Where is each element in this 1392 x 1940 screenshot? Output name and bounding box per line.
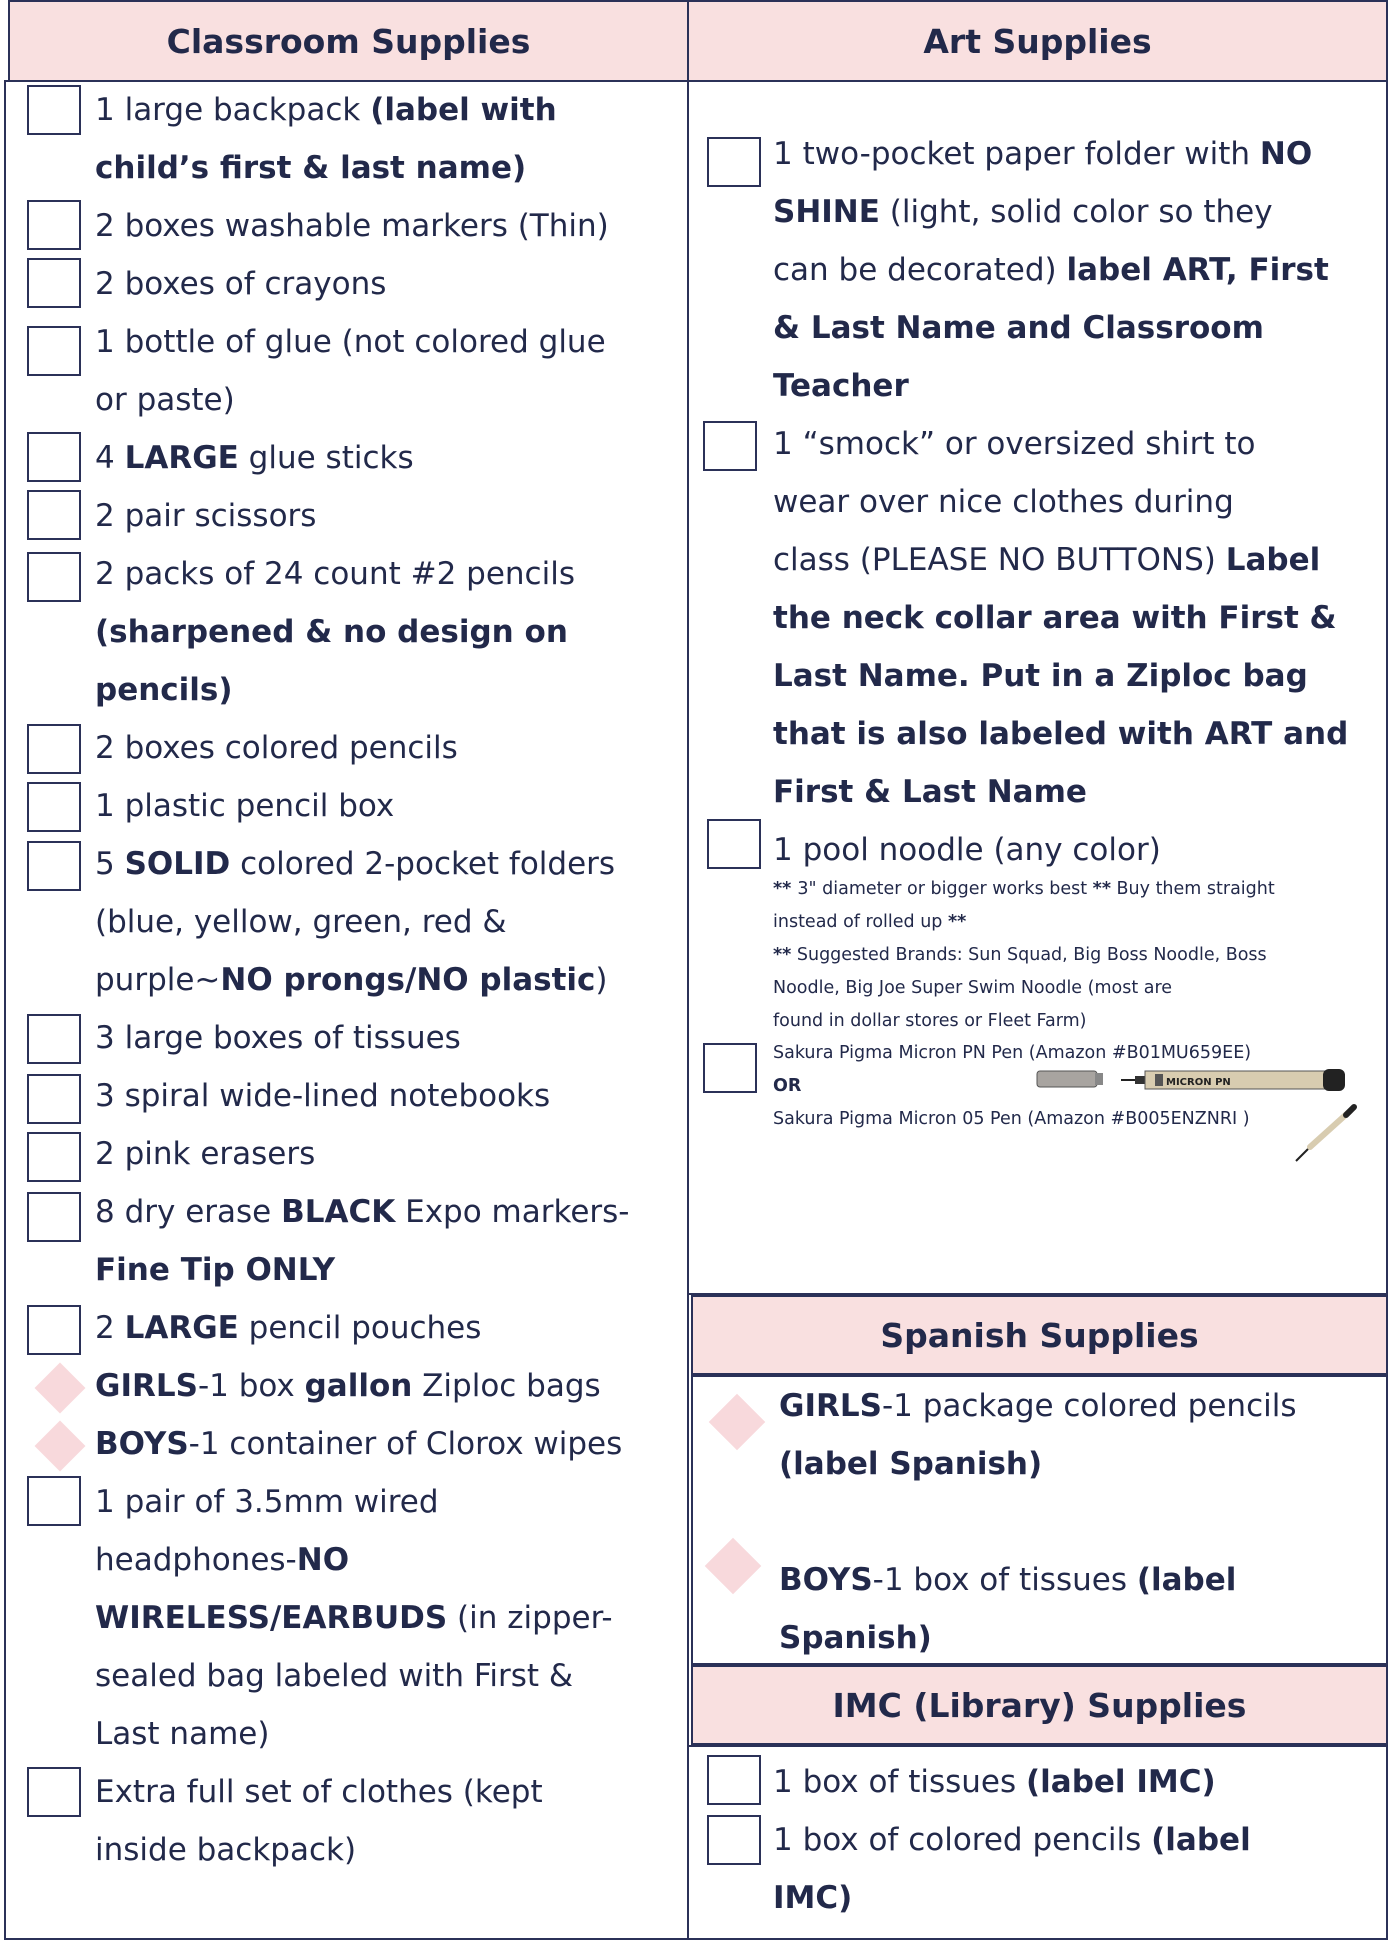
item-pencil-box: 1 plastic pencil box <box>95 788 395 824</box>
micron-05-pen-image <box>1290 1103 1360 1165</box>
item-headphones-cont2: WIRELESS/EARBUDS (in zipper- <box>95 1600 613 1636</box>
checkbox-backpack[interactable] <box>27 85 81 135</box>
spanish-supplies-title: Spanish Supplies <box>880 1315 1199 1355</box>
item-expo-markers-cont: Fine Tip ONLY <box>95 1252 336 1288</box>
pool-noodle-note-5: found in dollar stores or Fleet Farm) <box>773 1011 1087 1031</box>
item-spanish-girls-cont: (label Spanish) <box>779 1446 1043 1482</box>
item-headphones-cont3: sealed bag labeled with First & <box>95 1658 574 1694</box>
micron-pn-pen-image <box>1035 1065 1351 1095</box>
spanish-supplies-header <box>691 1295 1388 1375</box>
checkbox-expo-markers[interactable] <box>27 1192 81 1242</box>
checkbox-pool-noodle[interactable] <box>707 819 761 869</box>
item-glue: 1 bottle of glue (not colored glue <box>95 324 606 360</box>
item-colored-pencils: 2 boxes colored pencils <box>95 730 458 766</box>
item-smock-cont: wear over nice clothes during <box>773 484 1234 520</box>
item-expo-markers: 8 dry erase BLACK Expo markers- <box>95 1194 630 1230</box>
checkbox-pencils[interactable] <box>27 552 81 602</box>
checkbox-colored-pencils[interactable] <box>27 724 81 774</box>
checkbox-crayons[interactable] <box>27 258 81 308</box>
pool-noodle-note-4: Noodle, Big Joe Super Swim Noodle (most are <box>773 978 1173 998</box>
item-pool-noodle: 1 pool noodle (any color) <box>773 832 1161 868</box>
checkbox-smock[interactable] <box>703 421 757 471</box>
classroom-supplies-title: Classroom Supplies <box>166 21 531 61</box>
item-folders-cont2: purple~NO prongs/NO plastic) <box>95 962 608 998</box>
checkbox-tissues[interactable] <box>27 1014 81 1064</box>
art-supplies-header <box>687 0 1388 82</box>
item-smock-cont4: Last Name. Put in a Ziploc bag <box>773 658 1308 694</box>
imc-supplies-title: IMC (Library) Supplies <box>832 1685 1247 1725</box>
item-or-label: OR <box>773 1076 802 1096</box>
item-art-folder: 1 two-pocket paper folder with NO <box>773 136 1313 172</box>
art-supplies-title: Art Supplies <box>923 21 1152 61</box>
item-scissors: 2 pair scissors <box>95 498 317 534</box>
item-smock-cont2: class (PLEASE NO BUTTONS) Label <box>773 542 1321 578</box>
item-glue-sticks: 4 LARGE glue sticks <box>95 440 414 476</box>
pool-noodle-note-1: ** 3" diameter or bigger works best ** Buy them straight <box>773 879 1275 899</box>
checkbox-folders[interactable] <box>27 841 81 891</box>
item-pencils-cont: (sharpened & no design on <box>95 614 568 650</box>
pool-noodle-note-3: ** Suggested Brands: Sun Squad, Big Boss Noodle, Boss <box>773 945 1267 965</box>
item-smock-cont5: that is also labeled with ART and <box>773 716 1349 752</box>
item-glue-cont: or paste) <box>95 382 235 418</box>
item-girls-ziploc: GIRLS-1 box gallon Ziploc bags <box>95 1368 601 1404</box>
checkbox-headphones[interactable] <box>27 1476 81 1526</box>
item-folders-cont: (blue, yellow, green, red & <box>95 904 507 940</box>
item-notebooks: 3 spiral wide-lined notebooks <box>95 1078 551 1114</box>
item-erasers: 2 pink erasers <box>95 1136 316 1172</box>
item-smock-cont3: the neck collar area with First & <box>773 600 1337 636</box>
item-spanish-boys-cont: Spanish) <box>779 1620 932 1656</box>
checkbox-clothes[interactable] <box>27 1767 81 1817</box>
item-imc-colored-pencils-cont: IMC) <box>773 1880 853 1916</box>
item-folders: 5 SOLID colored 2-pocket folders <box>95 846 616 882</box>
checkbox-erasers[interactable] <box>27 1132 81 1182</box>
item-art-folder-cont2: can be decorated) label ART, First <box>773 252 1329 288</box>
imc-supplies-header <box>691 1665 1388 1745</box>
item-pencils: 2 packs of 24 count #2 pencils <box>95 556 575 592</box>
item-backpack-cont: child’s first & last name) <box>95 150 527 186</box>
item-spanish-girls: GIRLS-1 package colored pencils <box>779 1388 1297 1424</box>
checkbox-notebooks[interactable] <box>27 1074 81 1124</box>
item-clothes-cont: inside backpack) <box>95 1832 357 1868</box>
svg-text:MICRON PN: MICRON PN <box>1166 1077 1231 1088</box>
checkbox-markers[interactable] <box>27 200 81 250</box>
item-tissues: 3 large boxes of tissues <box>95 1020 461 1056</box>
checkbox-scissors[interactable] <box>27 490 81 540</box>
item-headphones-cont4: Last name) <box>95 1716 270 1752</box>
item-crayons: 2 boxes of crayons <box>95 266 387 302</box>
pool-noodle-note-2: instead of rolled up ** <box>773 912 967 932</box>
checkbox-pencil-pouches[interactable] <box>27 1305 81 1355</box>
item-pencil-pouches: 2 LARGE pencil pouches <box>95 1310 482 1346</box>
checkbox-micron-pen[interactable] <box>703 1043 757 1093</box>
item-clothes: Extra full set of clothes (kept <box>95 1774 543 1810</box>
item-backpack: 1 large backpack (label with <box>95 92 557 128</box>
item-markers: 2 boxes washable markers (Thin) <box>95 208 609 244</box>
item-imc-tissues: 1 box of tissues (label IMC) <box>773 1764 1216 1800</box>
item-art-folder-cont: SHINE (light, solid color so they <box>773 194 1273 230</box>
checkbox-art-folder[interactable] <box>707 137 761 187</box>
item-imc-colored-pencils: 1 box of colored pencils (label <box>773 1822 1251 1858</box>
item-pencils-cont2: pencils) <box>95 672 233 708</box>
item-boys-clorox: BOYS-1 container of Clorox wipes <box>95 1426 623 1462</box>
item-headphones: 1 pair of 3.5mm wired <box>95 1484 439 1520</box>
item-smock: 1 “smock” or oversized shirt to <box>773 426 1256 462</box>
checkbox-glue[interactable] <box>27 326 81 376</box>
checkbox-pencil-box[interactable] <box>27 782 81 832</box>
item-art-folder-cont3: & Last Name and Classroom <box>773 310 1264 346</box>
item-micron-05-pen: Sakura Pigma Micron 05 Pen (Amazon #B005ENZNRI ) <box>773 1109 1250 1129</box>
item-micron-pn-pen: Sakura Pigma Micron PN Pen (Amazon #B01MU659EE) <box>773 1043 1252 1063</box>
checkbox-glue-sticks[interactable] <box>27 432 81 482</box>
checkbox-imc-tissues[interactable] <box>707 1755 761 1805</box>
item-spanish-boys: BOYS-1 box of tissues (label <box>779 1562 1237 1598</box>
item-headphones-cont: headphones-NO <box>95 1542 350 1578</box>
item-art-folder-cont4: Teacher <box>773 368 909 404</box>
item-smock-cont6: First & Last Name <box>773 774 1087 810</box>
classroom-supplies-header <box>8 0 689 82</box>
checkbox-imc-colored-pencils[interactable] <box>707 1815 761 1865</box>
